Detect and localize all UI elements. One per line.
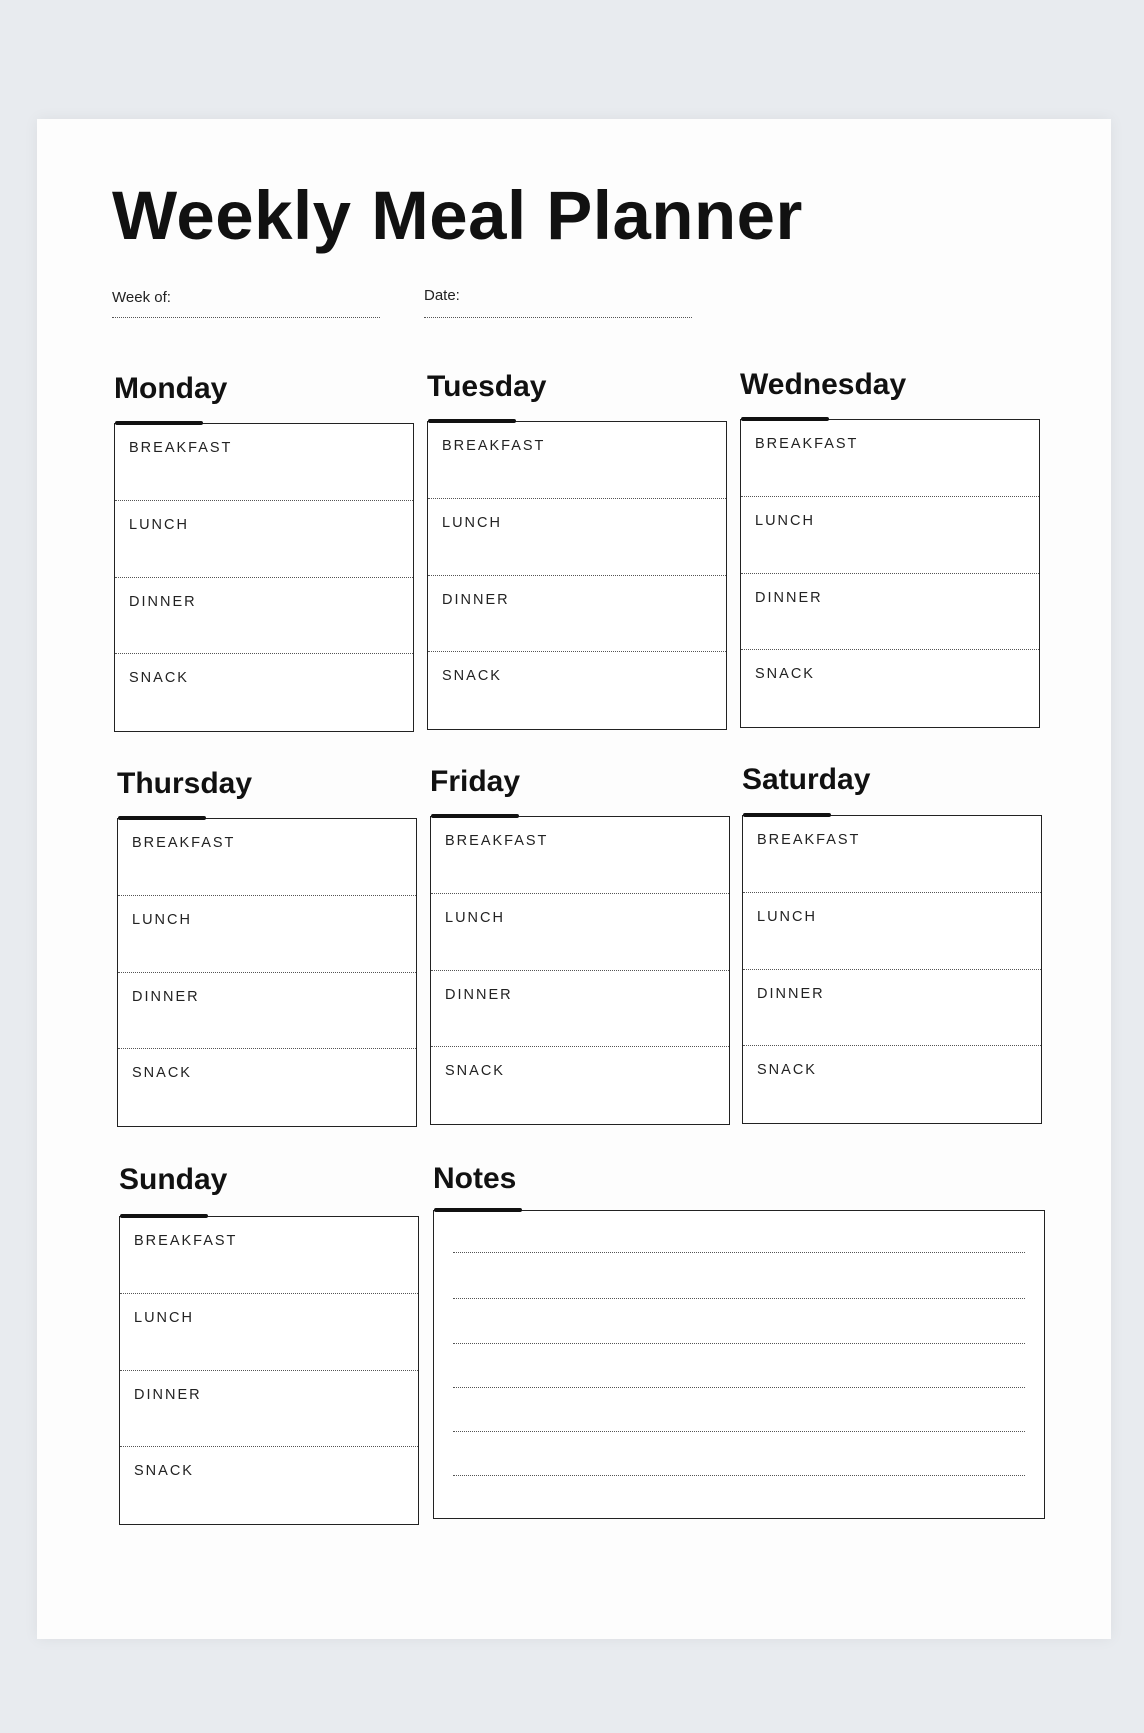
- accent-bar: [115, 421, 203, 425]
- accent-bar: [743, 813, 831, 817]
- meal-slot-dinner[interactable]: DINNER: [118, 973, 416, 1050]
- meal-slot-breakfast[interactable]: BREAKFAST: [120, 1217, 418, 1294]
- accent-bar: [428, 419, 516, 423]
- meal-slot-dinner[interactable]: DINNER: [115, 578, 413, 655]
- day-box-wednesday: [740, 419, 1040, 728]
- day-title-friday: Friday: [430, 765, 521, 798]
- accent-bar: [431, 814, 519, 818]
- meal-slot-snack[interactable]: SNACK: [132, 1065, 192, 1082]
- day-title-sunday: Sunday: [119, 1163, 228, 1196]
- day-box-thursday: [117, 818, 417, 1127]
- day-title-tuesday: Tuesday: [427, 370, 547, 403]
- meal-slot-lunch[interactable]: LUNCH: [741, 497, 1039, 574]
- meal-slot-dinner[interactable]: DINNER: [428, 576, 726, 653]
- day-box-friday: [430, 816, 730, 1125]
- meal-slot-breakfast[interactable]: BREAKFAST: [115, 424, 413, 501]
- day-box-tuesday: [427, 421, 727, 730]
- day-title-saturday: Saturday: [742, 763, 871, 796]
- notes-title: Notes: [433, 1162, 517, 1195]
- meal-slot-snack[interactable]: SNACK: [445, 1063, 505, 1080]
- meal-slot-breakfast[interactable]: BREAKFAST: [428, 422, 726, 499]
- meal-slot-snack[interactable]: SNACK: [755, 666, 815, 683]
- day-title-monday: Monday: [114, 372, 228, 405]
- meal-slot-breakfast[interactable]: BREAKFAST: [118, 819, 416, 896]
- meal-slot-snack[interactable]: SNACK: [757, 1062, 817, 1079]
- meal-slot-breakfast[interactable]: BREAKFAST: [431, 817, 729, 894]
- date-label: Date:: [424, 287, 460, 304]
- meal-slot-dinner[interactable]: DINNER: [431, 971, 729, 1048]
- meal-slot-snack[interactable]: SNACK: [442, 668, 502, 685]
- note-line[interactable]: [453, 1298, 1025, 1299]
- note-line[interactable]: [453, 1431, 1025, 1432]
- accent-bar: [741, 417, 829, 421]
- date-field[interactable]: [424, 317, 692, 318]
- note-line[interactable]: [453, 1475, 1025, 1476]
- day-box-saturday: [742, 815, 1042, 1124]
- meal-slot-snack[interactable]: SNACK: [134, 1463, 194, 1480]
- week-of-label: Week of:: [112, 289, 171, 306]
- meal-slot-lunch[interactable]: LUNCH: [428, 499, 726, 576]
- meal-slot-snack[interactable]: SNACK: [129, 670, 189, 687]
- day-box-monday: [114, 423, 414, 732]
- accent-bar: [120, 1214, 208, 1218]
- note-line[interactable]: [453, 1252, 1025, 1253]
- meal-slot-lunch[interactable]: LUNCH: [118, 896, 416, 973]
- meal-slot-lunch[interactable]: LUNCH: [120, 1294, 418, 1371]
- accent-bar: [118, 816, 206, 820]
- meal-slot-breakfast[interactable]: BREAKFAST: [743, 816, 1041, 893]
- meal-slot-breakfast[interactable]: BREAKFAST: [741, 420, 1039, 497]
- day-title-wednesday: Wednesday: [740, 368, 907, 401]
- meal-slot-dinner[interactable]: DINNER: [120, 1371, 418, 1448]
- week-of-field[interactable]: [112, 317, 380, 318]
- meal-slot-dinner[interactable]: DINNER: [743, 970, 1041, 1047]
- day-box-sunday: [119, 1216, 419, 1525]
- notes-box[interactable]: [433, 1210, 1045, 1519]
- meal-slot-lunch[interactable]: LUNCH: [431, 894, 729, 971]
- accent-bar: [434, 1208, 522, 1212]
- note-line[interactable]: [453, 1387, 1025, 1388]
- meal-slot-dinner[interactable]: DINNER: [741, 574, 1039, 651]
- day-title-thursday: Thursday: [117, 767, 253, 800]
- meal-slot-lunch[interactable]: LUNCH: [115, 501, 413, 578]
- meal-slot-lunch[interactable]: LUNCH: [743, 893, 1041, 970]
- note-line[interactable]: [453, 1343, 1025, 1344]
- page-title: Weekly Meal Planner: [112, 177, 803, 254]
